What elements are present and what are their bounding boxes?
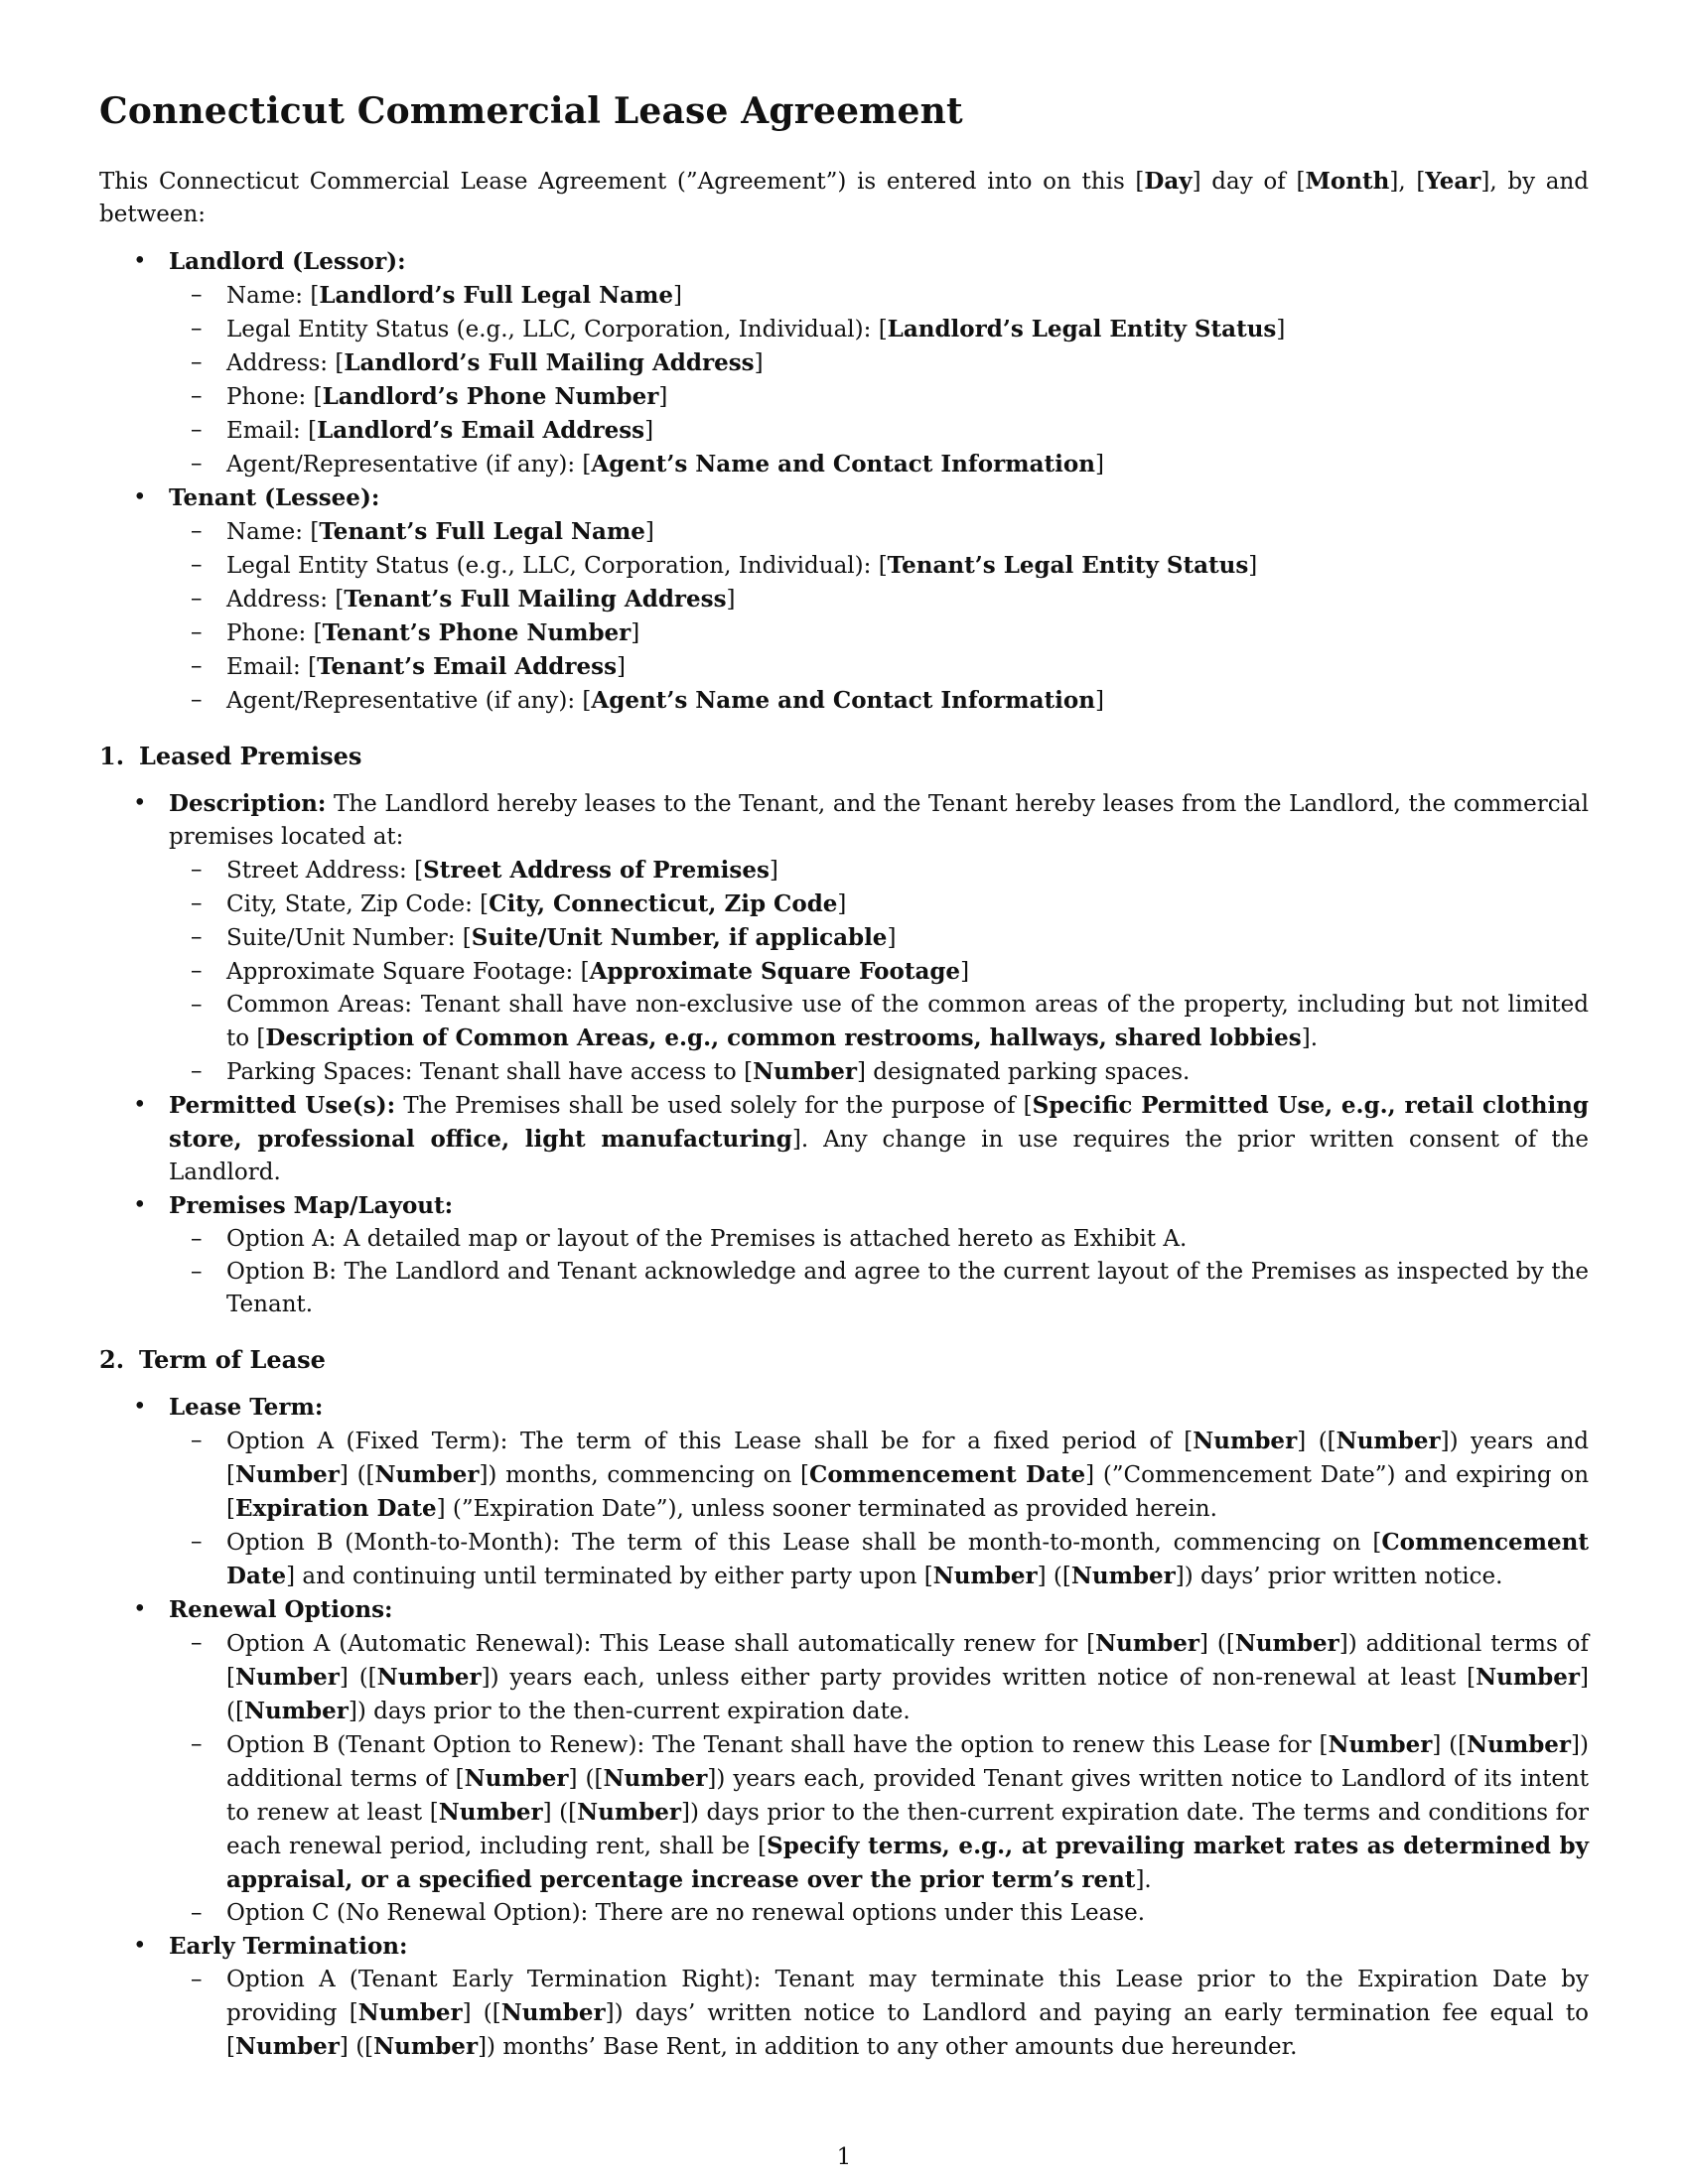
lease-term-item: • Lease Term: – Option A (Fixed Term): The term of this Lease shall be for a fixed period of [Number] ([Number]) years and [Number] ([Number]) months, commencing on [Commencement Date] (”Commencement Date”) and expiring on [Expiration Date] (”Expiration Date”), unless sooner terminated as provided herein. – Option B (Month-to-Month): The term of this Lease shall be month-to-month, commencing on [Commencement Date] and continuing until terminated by either party upon [Number] ([Number]) days’ prior written notice. — [129, 1391, 1589, 1593]
parties-list — [129, 245, 1589, 718]
tenant-item: – Name: [Tenant’s Full Legal Name] — [187, 515, 1589, 549]
renewal-option-a: – Option A (Automatic Renewal): This Lease shall automatically renew for [Number] ([Number]) additional terms of [Number] ([Number]) years each, unless either party provides written notice of non-renewal at least [Number] ([Number]) days prior to the then-current expiration date. — [187, 1627, 1589, 1728]
renewal-options-item: • Renewal Options: – Option A (Automatic Renewal): This Lease shall automatically renew for [Number] ([Number]) additional terms of [Number] ([Number]) years each, unless either party provides written notice of non-renewal at least [Number] ([Number]) days prior to the then-current expiration date. – Option B (Tenant Option to Renew): The Tenant shall have the option to renew this Lease for [Number] ([Number]) additional terms of [Number] ([Number]) years each, provided Tenant gives written notice to Landlord of its intent to renew at least [Number] ([Number]) days prior to the then-current expiration date. The terms and conditions for each renewal period, including rent, shall be [Specify terms, e.g., at prevailing market rates as determined by appraisal, or a specified percentage increase over the prior term’s rent]. – Option C (No Renewal Option): There are no renewal options under this Lease. — [129, 1593, 1589, 1930]
section-2-list — [129, 1391, 1589, 2064]
early-termination-option-a: – Option A (Tenant Early Termination Right): Tenant may terminate this Lease prior to the Expiration Date by providing [Number] ([Number]) days’ written notice to Landlord and paying an early termination fee equal to [Number] ([Number]) months’ Base Rent, in addition to any other amounts due hereunder. — [187, 1964, 1589, 2064]
early-termination-item: • Early Termination: – Option A (Tenant Early Termination Right): Tenant may terminate this Lease prior to the Expiration Date by providing [Number] ([Number]) days’ written notice to Landlord and paying an early termination fee equal to [Number] ([Number]) months’ Base Rent, in addition to any other amounts due hereunder. — [129, 1930, 1589, 2064]
premises-detail: – Street Address: [Street Address of Premises] — [187, 854, 1589, 887]
day-placeholder: Day — [1144, 168, 1193, 195]
tenant-heading: Tenant (Lessee): — [169, 484, 380, 511]
description-item: • Description: The Landlord hereby leases to the Tenant, and the Tenant hereby leases from the Landlord, the commercial premises located at: – Street Address: [Street Address of Premises] – City, State, Zip Code: [City, Connecticut, Zip Code] – Suite/Unit Number: [Suite/Unit Number, if applicable] – Approximate Square Footage: [Approximate Square Footage] – Common Areas: Tenant shall have non-exclusive use of the common areas of the property, including but not limited to [Description of Common Areas, e.g., common restrooms, hallways, shared lobbies]. – Parking Spaces: Tenant shall have access to [Number] designated parking spaces. — [129, 787, 1589, 1089]
page-number: 1 — [836, 2144, 852, 2170]
premises-detail: – City, State, Zip Code: [City, Connecticut, Zip Code] — [187, 887, 1589, 921]
premises-detail: – Approximate Square Footage: [Approximate Square Footage] — [187, 955, 1589, 989]
intro-paragraph: This Connecticut Commercial Lease Agreement (”Agreement”) is entered into on this [Day] day of [Month], [Year], by and between: — [99, 168, 1590, 227]
tenant-item: – Legal Entity Status (e.g., LLC, Corporation, Individual): [Tenant’s Legal Entity Status] — [187, 549, 1589, 583]
landlord-heading: Landlord (Lessor): — [169, 248, 406, 275]
tenant-item: – Email: [Tenant’s Email Address] — [187, 650, 1589, 684]
lease-term-option-a: – Option A (Fixed Term): The term of this Lease shall be for a fixed period of [Number] ([Number]) years and [Number] ([Number]) months, commencing on [Commencement Date] (”Commencement Date”) and expiring on [Expiration Date] (”Expiration Date”), unless sooner terminated as provided herein. — [187, 1425, 1589, 1526]
section-2-heading: 2. Term of Lease — [99, 1345, 326, 1374]
landlord-item: – Name: [Landlord’s Full Legal Name] — [187, 279, 1589, 313]
section-1-heading: 1. Leased Premises — [99, 742, 362, 770]
parking-detail: – Parking Spaces: Tenant shall have access to [Number] designated parking spaces. — [187, 1055, 1589, 1089]
landlord-item: – Agent/Representative (if any): [Agent’s Name and Contact Information] — [187, 448, 1589, 481]
landlord-item: – Email: [Landlord’s Email Address] — [187, 414, 1589, 448]
premises-map-item: • Premises Map/Layout: – Option A: A detailed map or layout of the Premises is attached hereto as Exhibit A. – Option B: The Landlord and Tenant acknowledge and agree to the current layout of the Premises as inspected by the Tenant. — [129, 1189, 1589, 1321]
year-placeholder: Year — [1425, 168, 1481, 195]
document-title: Connecticut Commercial Lease Agreement — [99, 90, 963, 132]
permitted-use-item: • Permitted Use(s): The Premises shall be used solely for the purpose of [Specific Permitted Use, e.g., retail clothing store, professional office, light manufacturing]. Any change in use requires the prior written consent of the Landlord. — [129, 1089, 1589, 1189]
premises-detail: – Suite/Unit Number: [Suite/Unit Number, if applicable] — [187, 921, 1589, 955]
month-placeholder: Month — [1305, 168, 1390, 195]
section-1-list — [129, 787, 1589, 1321]
document-page — [99, 87, 1589, 2064]
map-option: – Option A: A detailed map or layout of the Premises is attached hereto as Exhibit A. — [187, 1223, 1589, 1256]
lease-term-option-b: – Option B (Month-to-Month): The term of this Lease shall be month-to-month, commencing on [Commencement Date] and continuing until terminated by either party upon [Number] ([Number]) days’ prior written notice. — [187, 1526, 1589, 1593]
renewal-option-c: – Option C (No Renewal Option): There are no renewal options under this Lease. — [187, 1897, 1589, 1930]
landlord-item: – Phone: [Landlord’s Phone Number] — [187, 380, 1589, 414]
landlord-item: – Legal Entity Status (e.g., LLC, Corporation, Individual): [Landlord’s Legal Entity Status] — [187, 313, 1589, 346]
landlord-block — [129, 245, 1589, 481]
landlord-item: – Address: [Landlord’s Full Mailing Address] — [187, 346, 1589, 380]
renewal-option-b: – Option B (Tenant Option to Renew): The Tenant shall have the option to renew this Lease for [Number] ([Number]) additional terms of [Number] ([Number]) years each, provided Tenant gives written notice to Landlord of its intent to renew at least [Number] ([Number]) days prior to the then-current expiration date. The terms and conditions for each renewal period, including rent, shall be [Specify terms, e.g., at prevailing market rates as determined by appraisal, or a specified percentage increase over the prior term’s rent]. — [187, 1728, 1589, 1897]
common-areas-detail: – Common Areas: Tenant shall have non-exclusive use of the common areas of the property, including but not limited to [Description of Common Areas, e.g., common restrooms, hallways, shared lobbies]. — [187, 989, 1589, 1055]
tenant-item: – Address: [Tenant’s Full Mailing Address] — [187, 583, 1589, 616]
tenant-block — [129, 481, 1589, 718]
map-option: – Option B: The Landlord and Tenant acknowledge and agree to the current layout of the Premises as inspected by the Tenant. — [187, 1256, 1589, 1321]
tenant-item: – Agent/Representative (if any): [Agent’s Name and Contact Information] — [187, 684, 1589, 718]
tenant-item: – Phone: [Tenant’s Phone Number] — [187, 616, 1589, 650]
